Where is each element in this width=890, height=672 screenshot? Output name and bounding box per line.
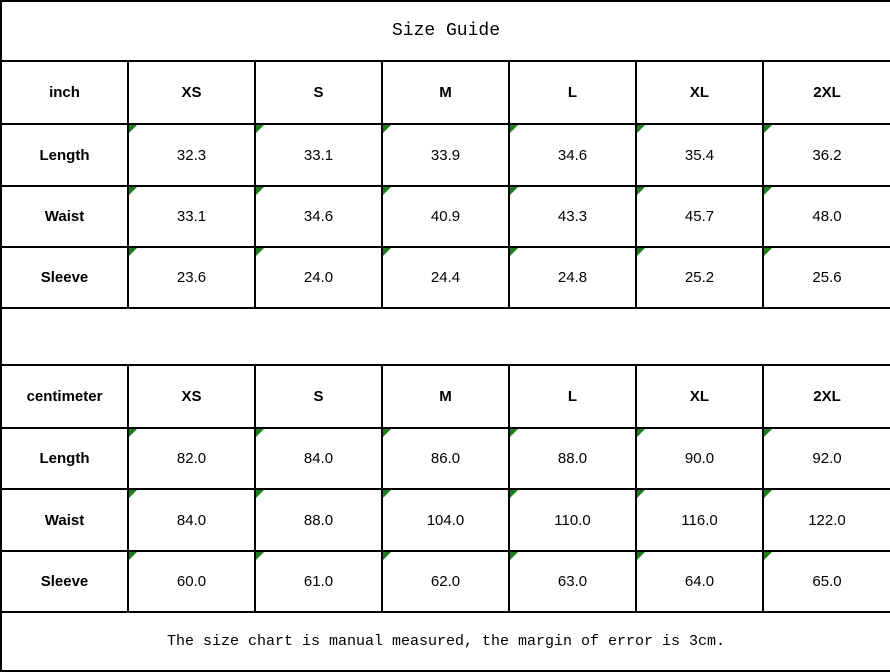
value-cell xyxy=(255,551,382,612)
stored-as-text-flag-icon xyxy=(510,187,518,195)
value-cell xyxy=(255,186,382,247)
cell-value: 25.2 xyxy=(684,268,715,286)
stored-as-text-flag-icon xyxy=(256,490,264,498)
cell-value: 64.0 xyxy=(684,572,715,590)
cell-value: 33.1 xyxy=(176,207,207,225)
cell-value: 84.0 xyxy=(303,450,334,468)
stored-as-text-flag-icon xyxy=(764,187,772,195)
cm-waist-row xyxy=(1,489,890,550)
spacer-cell xyxy=(1,308,890,365)
stored-as-text-flag-icon xyxy=(383,248,391,256)
cell-value: 48.0 xyxy=(812,207,842,225)
value-cell xyxy=(128,489,255,550)
cell-value: 35.4 xyxy=(684,146,715,164)
value-cell xyxy=(763,489,890,550)
measure-label-waist: Waist xyxy=(1,186,128,247)
measure-label-sleeve: Sleeve xyxy=(1,551,128,612)
value-cell xyxy=(763,186,890,247)
measure-label-waist: Waist xyxy=(1,489,128,550)
stored-as-text-flag-icon xyxy=(256,125,264,133)
value-cell xyxy=(128,428,255,489)
cell-value: 116.0 xyxy=(681,511,718,529)
cell-value: 92.0 xyxy=(812,450,842,468)
cell-value: 60.0 xyxy=(176,572,207,590)
stored-as-text-flag-icon xyxy=(129,552,137,560)
cell-value: 88.0 xyxy=(303,511,334,529)
cm-length-row xyxy=(1,428,890,489)
cell-value: 82.0 xyxy=(176,450,207,468)
size-header-l: L xyxy=(509,61,636,124)
spacer-row xyxy=(1,308,890,365)
cell-value: 84.0 xyxy=(176,511,207,529)
stored-as-text-flag-icon xyxy=(764,490,772,498)
measure-label-sleeve: Sleeve xyxy=(1,247,128,308)
stored-as-text-flag-icon xyxy=(764,125,772,133)
stored-as-text-flag-icon xyxy=(764,429,772,437)
value-cell xyxy=(382,551,509,612)
page-title: Size Guide xyxy=(1,1,890,61)
stored-as-text-flag-icon xyxy=(383,125,391,133)
cell-value: 32.3 xyxy=(176,146,207,164)
cell-value: 34.6 xyxy=(557,146,588,164)
cell-value: 63.0 xyxy=(557,572,588,590)
inch-header-row xyxy=(1,61,890,124)
value-cell xyxy=(509,247,636,308)
value-cell xyxy=(509,428,636,489)
size-header-m: M xyxy=(382,61,509,124)
size-header-2xl: 2XL xyxy=(763,365,890,428)
stored-as-text-flag-icon xyxy=(256,552,264,560)
value-cell xyxy=(128,124,255,185)
value-cell xyxy=(128,551,255,612)
value-cell xyxy=(636,489,763,550)
stored-as-text-flag-icon xyxy=(383,429,391,437)
value-cell xyxy=(382,247,509,308)
stored-as-text-flag-icon xyxy=(383,552,391,560)
value-cell xyxy=(763,428,890,489)
size-header-2xl: 2XL xyxy=(763,61,890,124)
value-cell xyxy=(636,186,763,247)
measurement-note: The size chart is manual measured, the margin of error is 3cm. xyxy=(1,612,890,671)
cell-value: 61.0 xyxy=(303,572,334,590)
stored-as-text-flag-icon xyxy=(637,248,645,256)
value-cell xyxy=(763,124,890,185)
cell-value: 40.9 xyxy=(430,207,461,225)
size-header-xs: XS xyxy=(128,365,255,428)
stored-as-text-flag-icon xyxy=(383,187,391,195)
stored-as-text-flag-icon xyxy=(129,248,137,256)
stored-as-text-flag-icon xyxy=(129,429,137,437)
cell-value: 24.0 xyxy=(303,268,334,286)
cell-value: 86.0 xyxy=(430,450,461,468)
value-cell xyxy=(509,551,636,612)
stored-as-text-flag-icon xyxy=(637,187,645,195)
cell-value: 45.7 xyxy=(684,207,715,225)
value-cell xyxy=(128,247,255,308)
stored-as-text-flag-icon xyxy=(129,490,137,498)
cell-value: 36.2 xyxy=(812,146,842,164)
cell-value: 23.6 xyxy=(176,268,207,286)
cell-value: 24.8 xyxy=(557,268,588,286)
value-cell xyxy=(636,428,763,489)
size-header-xs: XS xyxy=(128,61,255,124)
value-cell xyxy=(509,186,636,247)
centimeter-header-row xyxy=(1,365,890,428)
cell-value: 122.0 xyxy=(808,511,846,529)
value-cell xyxy=(509,124,636,185)
size-header-s: S xyxy=(255,365,382,428)
value-cell xyxy=(509,489,636,550)
value-cell xyxy=(382,124,509,185)
value-cell xyxy=(763,551,890,612)
stored-as-text-flag-icon xyxy=(510,429,518,437)
size-header-m: M xyxy=(382,365,509,428)
value-cell xyxy=(636,124,763,185)
cell-value: 33.1 xyxy=(303,146,334,164)
cell-value: 24.4 xyxy=(430,268,461,286)
stored-as-text-flag-icon xyxy=(637,490,645,498)
cell-value: 104.0 xyxy=(426,511,465,529)
size-header-xl: XL xyxy=(636,365,763,428)
stored-as-text-flag-icon xyxy=(383,490,391,498)
cell-value: 34.6 xyxy=(303,207,334,225)
cell-value: 88.0 xyxy=(557,450,588,468)
cell-value: 43.3 xyxy=(557,207,588,225)
value-cell xyxy=(636,247,763,308)
stored-as-text-flag-icon xyxy=(510,248,518,256)
measure-label-length: Length xyxy=(1,428,128,489)
stored-as-text-flag-icon xyxy=(637,429,645,437)
value-cell xyxy=(636,551,763,612)
stored-as-text-flag-icon xyxy=(256,187,264,195)
title-row xyxy=(1,1,890,61)
cell-value: 25.6 xyxy=(812,268,842,286)
cell-value: 62.0 xyxy=(430,572,461,590)
stored-as-text-flag-icon xyxy=(510,125,518,133)
value-cell xyxy=(382,186,509,247)
value-cell xyxy=(255,489,382,550)
value-cell xyxy=(763,247,890,308)
stored-as-text-flag-icon xyxy=(256,429,264,437)
cell-value: 33.9 xyxy=(430,146,461,164)
stored-as-text-flag-icon xyxy=(129,187,137,195)
inch-length-row xyxy=(1,124,890,185)
size-header-s: S xyxy=(255,61,382,124)
value-cell xyxy=(255,124,382,185)
stored-as-text-flag-icon xyxy=(256,248,264,256)
stored-as-text-flag-icon xyxy=(510,552,518,560)
stored-as-text-flag-icon xyxy=(764,248,772,256)
stored-as-text-flag-icon xyxy=(637,552,645,560)
size-header-l: L xyxy=(509,365,636,428)
stored-as-text-flag-icon xyxy=(637,125,645,133)
stored-as-text-flag-icon xyxy=(510,490,518,498)
inch-waist-row xyxy=(1,186,890,247)
unit-header-inch: inch xyxy=(1,61,128,124)
value-cell xyxy=(382,489,509,550)
value-cell xyxy=(128,186,255,247)
inch-sleeve-row xyxy=(1,247,890,308)
cell-value: 90.0 xyxy=(684,450,715,468)
cell-value: 110.0 xyxy=(554,511,591,529)
stored-as-text-flag-icon xyxy=(129,125,137,133)
measure-label-length: Length xyxy=(1,124,128,185)
stored-as-text-flag-icon xyxy=(764,552,772,560)
cell-value: 65.0 xyxy=(812,572,842,590)
value-cell xyxy=(255,428,382,489)
value-cell xyxy=(382,428,509,489)
unit-header-centimeter: centimeter xyxy=(1,365,128,428)
note-row xyxy=(1,612,890,671)
cm-sleeve-row xyxy=(1,551,890,612)
size-header-xl: XL xyxy=(636,61,763,124)
value-cell xyxy=(255,247,382,308)
